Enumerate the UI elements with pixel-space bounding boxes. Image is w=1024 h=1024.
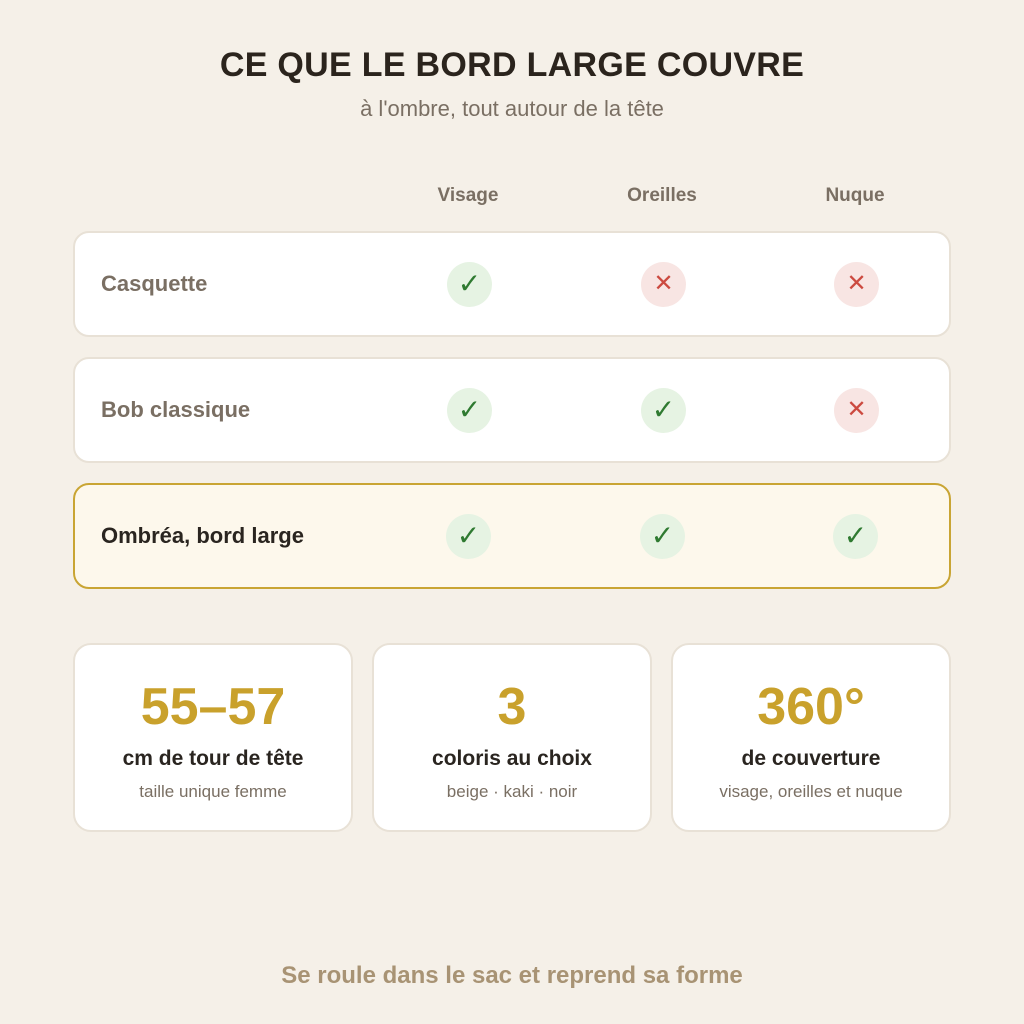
stat-subtext: beige · kaki · noir: [446, 782, 578, 801]
check-icon: ✓: [833, 514, 878, 559]
stat-card-coverage: [671, 643, 951, 832]
row-label: Casquette: [101, 271, 208, 296]
stat-value: 55–57: [140, 678, 286, 736]
stat-subtext: visage, oreilles et nuque: [719, 782, 903, 801]
page-title: CE QUE LE BORD LARGE COUVRE: [219, 46, 805, 84]
row-label: Ombréa, bord large: [101, 523, 304, 548]
page-subtitle: à l'ombre, tout autour de la tête: [360, 96, 664, 121]
stat-label: de couverture: [741, 747, 881, 770]
cross-icon: ✕: [641, 262, 686, 307]
column-header-visage: Visage: [437, 185, 499, 206]
column-header-nuque: Nuque: [825, 185, 885, 206]
check-icon: ✓: [641, 388, 686, 433]
stat-subtext: taille unique femme: [139, 782, 287, 801]
column-header-oreilles: Oreilles: [627, 185, 697, 206]
comparison-row-bob-classique: [73, 357, 951, 463]
check-icon: ✓: [446, 514, 491, 559]
row-label: Bob classique: [101, 397, 251, 422]
check-icon: ✓: [447, 262, 492, 307]
stat-value: 3: [497, 678, 527, 736]
cross-icon: ✕: [834, 388, 879, 433]
check-icon: ✓: [640, 514, 685, 559]
cross-icon: ✕: [834, 262, 879, 307]
stat-label: cm de tour de tête: [122, 747, 304, 770]
comparison-row-ombrea: [73, 483, 951, 589]
check-icon: ✓: [447, 388, 492, 433]
stat-card-colors: [372, 643, 652, 832]
stat-card-size: [73, 643, 353, 832]
comparison-row-casquette: [73, 231, 951, 337]
footer-tagline: Se roule dans le sac et reprend sa forme: [281, 962, 743, 989]
stat-value: 360°: [757, 678, 865, 736]
stat-label: coloris au choix: [432, 747, 592, 770]
